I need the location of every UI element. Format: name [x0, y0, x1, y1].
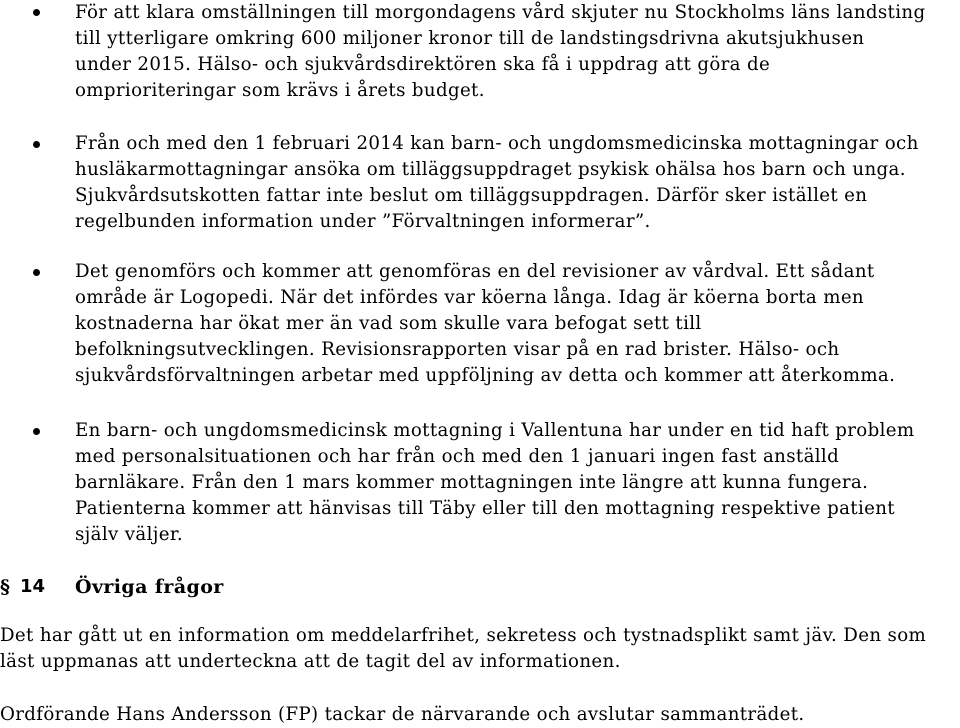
- section-number: 14: [20, 576, 46, 597]
- text-line: Ordförande Hans Andersson (FP) tackar de närvarande och avslutar sammanträdet.: [0, 704, 805, 725]
- bullet-paragraph: [75, 259, 955, 389]
- bullet-dot-icon: [33, 9, 40, 16]
- section-heading: [0, 572, 960, 602]
- text-line: Det genomförs och kommer att genomföras en del revisioner av vårdval. Ett sådant: [75, 261, 875, 282]
- text-line: För att klara omställningen till morgondagens vård skjuter nu Stockholms läns landsting: [75, 2, 926, 23]
- text-line: med personalsituationen och har från och med den 1 januari ingen fast anställd: [75, 446, 840, 467]
- bullet-dot-icon: [33, 269, 40, 276]
- text-line: Det har gått ut en information om meddelarfrihet, sekretess och tystnadsplikt samt jäv. Den som: [0, 625, 927, 646]
- text-line: själv väljer.: [75, 524, 184, 545]
- text-line: Sjukvårdsutskotten fattar inte beslut om tilläggsuppdragen. Därför sker istället en: [75, 185, 868, 206]
- text-line: under 2015. Hälso- och sjukvårdsdirektören ska få i uppdrag att göra de: [75, 54, 771, 75]
- text-line: kostnaderna har ökat mer än vad som skulle vara befogat sett till: [75, 313, 702, 334]
- bullet-paragraph: [75, 0, 955, 104]
- text-line: En barn- och ungdomsmedicinsk mottagning i Vallentuna har under en tid haft problem: [75, 420, 915, 441]
- text-line: läst uppmanas att underteckna att de tagit del av informationen.: [0, 651, 621, 672]
- text-line: regelbunden information under ”Förvaltningen informerar”.: [75, 211, 651, 232]
- text-line: sjukvårdsförvaltningen arbetar med uppföljning av detta och kommer att återkomma.: [75, 365, 896, 386]
- bullet-dot-icon: [33, 141, 40, 148]
- text-line: befolkningsutvecklingen. Revisionsrapporten visar på en rad brister. Hälso- och: [75, 339, 840, 360]
- body-paragraph: [0, 702, 960, 728]
- text-line: Från och med den 1 februari 2014 kan barn- och ungdomsmedicinska mottagningar och: [75, 133, 919, 154]
- text-line: område är Logopedi. När det infördes var köerna långa. Idag är köerna borta men: [75, 287, 864, 308]
- section-sign-icon: §: [0, 576, 10, 598]
- bullet-dot-icon: [33, 428, 40, 435]
- text-line: husläkarmottagningar ansöka om tilläggsuppdraget psykisk ohälsa hos barn och unga.: [75, 159, 906, 180]
- bullet-paragraph: [75, 418, 955, 548]
- bullet-paragraph: [75, 131, 955, 235]
- text-line: barnläkare. Från den 1 mars kommer mottagningen inte längre att kunna fungera.: [75, 472, 869, 493]
- section-title: Övriga frågor: [75, 576, 224, 598]
- body-paragraph: [0, 623, 960, 675]
- text-line: till ytterligare omkring 600 miljoner kronor till de landstingsdrivna akutsjukhusen: [75, 28, 865, 49]
- text-line: Patienterna kommer att hänvisas till Täby eller till den mottagning respektive patient: [75, 498, 895, 519]
- text-line: omprioriteringar som krävs i årets budget.: [75, 80, 485, 101]
